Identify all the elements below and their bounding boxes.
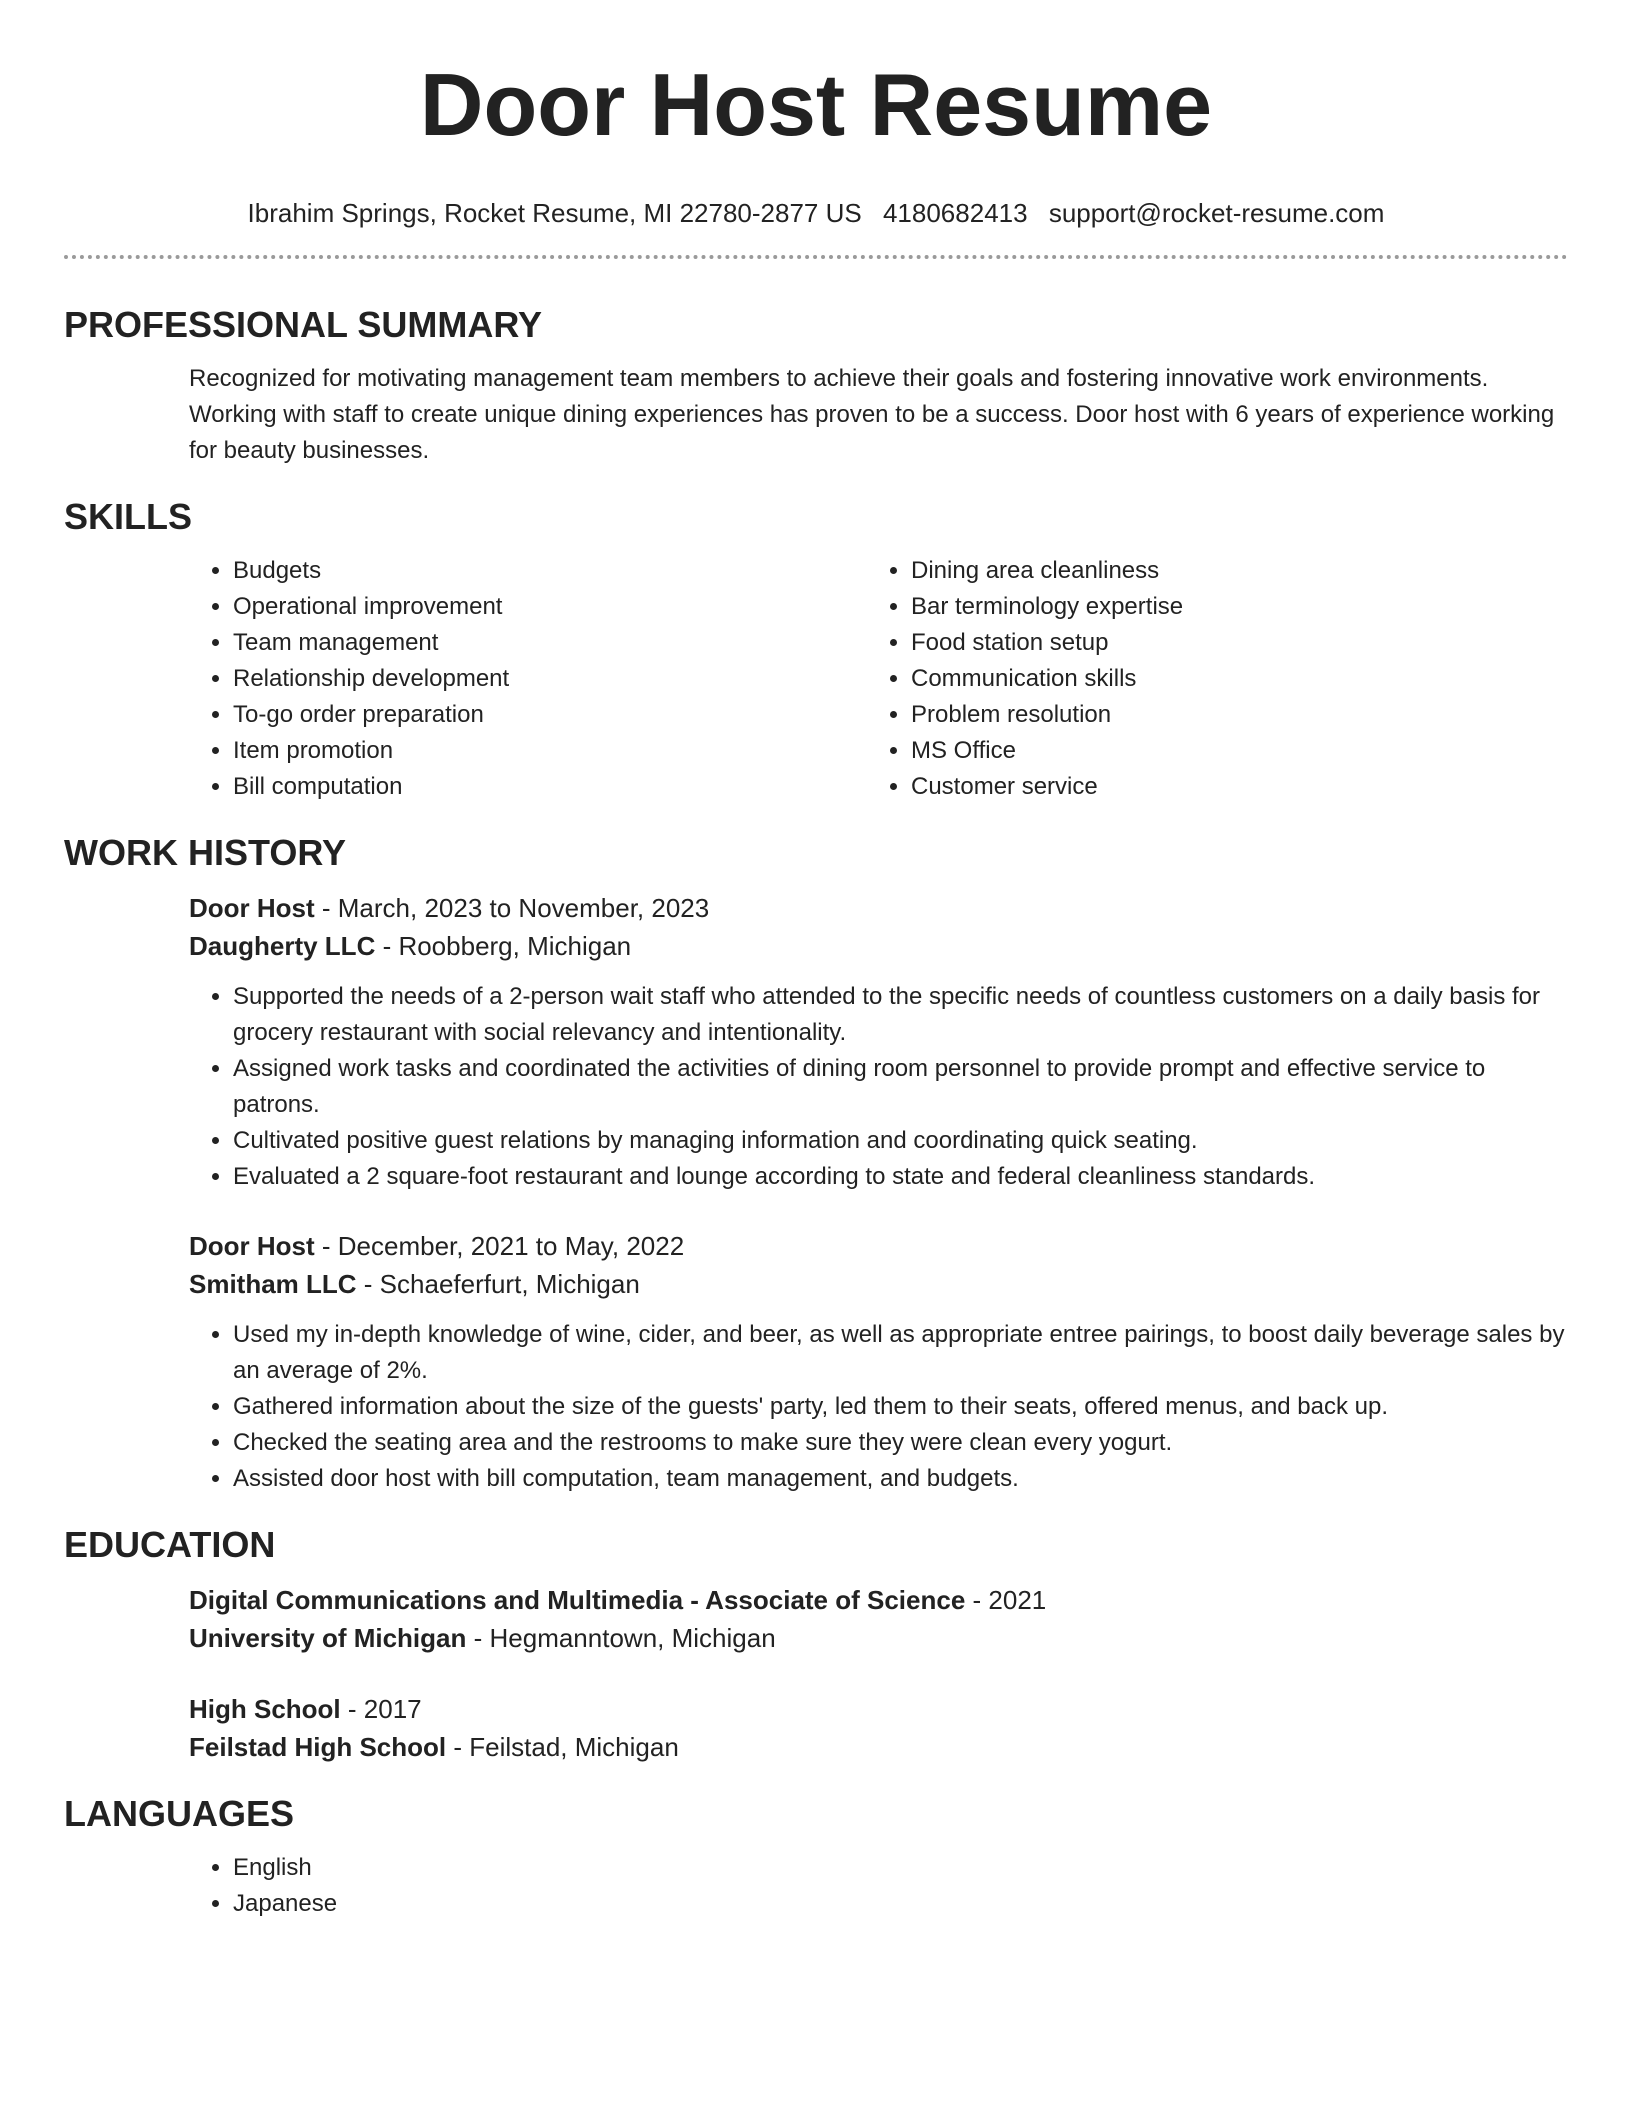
contact-line	[64, 195, 1568, 231]
job-company: Daugherty LLC	[189, 931, 376, 961]
job-title-line	[189, 1227, 1568, 1265]
languages-heading: LANGUAGES	[64, 1793, 295, 1834]
job-entry	[189, 889, 1568, 1195]
skill-item: • MS Office	[911, 733, 1545, 769]
education-year: - 2017	[340, 1694, 422, 1724]
job-bullet: • Checked the seating area and the restrooms to make sure they were clean every yogurt.	[233, 1425, 1568, 1461]
languages-list	[189, 1850, 1568, 1922]
education-entry	[189, 1690, 1568, 1766]
work-section	[64, 889, 1568, 1497]
job-bullet: • Cultivated positive guest relations by managing information and coordinating quick seating.	[233, 1123, 1568, 1159]
skill-item: • Bill computation	[233, 769, 867, 805]
job-company-line	[189, 927, 1568, 965]
summary-text: Recognized for motivating management team members to achieve their goals and fostering innovative work environments. Working with staff to create unique dining experiences has proven to be a success. Door host with 6 years of experience working for beauty businesses.	[189, 365, 1555, 464]
job-title: Door Host	[189, 893, 315, 923]
education-section	[64, 1581, 1568, 1766]
education-degree: High School	[189, 1694, 341, 1724]
job-bullets	[189, 979, 1568, 1195]
education-school-line	[189, 1619, 1568, 1657]
skill-item: • Operational improvement	[233, 589, 867, 625]
job-dates: - March, 2023 to November, 2023	[314, 893, 710, 923]
contact-phone: 4180682413	[882, 198, 1028, 228]
skill-item: • Budgets	[233, 553, 867, 589]
skill-item: • Item promotion	[233, 733, 867, 769]
education-heading: EDUCATION	[64, 1524, 276, 1565]
summary-heading: PROFESSIONAL SUMMARY	[64, 304, 543, 345]
skill-item: • Relationship development	[233, 661, 867, 697]
job-dates: - December, 2021 to May, 2022	[314, 1231, 685, 1261]
job-bullet: • Gathered information about the size of the guests' party, led them to their seats, offered menus, and back up.	[233, 1389, 1568, 1425]
job-title-line	[189, 889, 1568, 927]
education-entry	[189, 1581, 1568, 1657]
contact-email: support@rocket-resume.com	[1048, 198, 1385, 228]
skills-column-left	[189, 553, 867, 805]
job-bullet: • Supported the needs of a 2-person wait staff who attended to the specific needs of countless customers on a daily basis for grocery restaurant with social relevancy and intentionality.	[233, 979, 1568, 1051]
education-school-line	[189, 1728, 1568, 1766]
job-bullets	[189, 1317, 1568, 1497]
skill-item: • Bar terminology expertise	[911, 589, 1545, 625]
resume-title: Door Host Resume	[419, 55, 1213, 154]
skill-item: • Food station setup	[911, 625, 1545, 661]
education-location: - Feilstad, Michigan	[446, 1732, 679, 1762]
skill-item: • To-go order preparation	[233, 697, 867, 733]
languages-section	[64, 1850, 1568, 1922]
skills-grid	[189, 553, 1568, 805]
skills-section	[64, 553, 1568, 805]
job-company-line	[189, 1265, 1568, 1303]
skill-item: • Communication skills	[911, 661, 1545, 697]
language-item: • Japanese	[233, 1886, 1568, 1922]
job-bullet: • Assisted door host with bill computation, team management, and budgets.	[233, 1461, 1568, 1497]
summary-section	[64, 361, 1568, 469]
skill-item: • Customer service	[911, 769, 1545, 805]
job-bullet: • Evaluated a 2 square-foot restaurant and lounge according to state and federal cleanliness standards.	[233, 1159, 1568, 1195]
job-location: - Roobberg, Michigan	[375, 931, 632, 961]
job-company: Smitham LLC	[189, 1269, 357, 1299]
skill-item: • Dining area cleanliness	[911, 553, 1545, 589]
education-year: - 2021	[965, 1585, 1047, 1615]
header-divider	[64, 255, 1568, 259]
education-degree: Digital Communications and Multimedia - Associate of Science	[189, 1585, 966, 1615]
education-school: University of Michigan	[189, 1623, 467, 1653]
skill-item: • Problem resolution	[911, 697, 1545, 733]
education-location: - Hegmanntown, Michigan	[466, 1623, 776, 1653]
job-bullet: • Assigned work tasks and coordinated the activities of dining room personnel to provide prompt and effective service to patrons.	[233, 1051, 1568, 1123]
skills-heading: SKILLS	[64, 496, 193, 537]
skills-column-right	[867, 553, 1545, 805]
job-location: - Schaeferfurt, Michigan	[356, 1269, 640, 1299]
skill-item: • Team management	[233, 625, 867, 661]
contact-address: Ibrahim Springs, Rocket Resume, MI 22780-2877 US	[247, 198, 862, 228]
work-heading: WORK HISTORY	[64, 832, 347, 873]
education-school: Feilstad High School	[189, 1732, 447, 1762]
education-degree-line	[189, 1690, 1568, 1728]
language-item: • English	[233, 1850, 1568, 1886]
job-title: Door Host	[189, 1231, 315, 1261]
job-entry	[189, 1227, 1568, 1497]
job-bullet: • Used my in-depth knowledge of wine, cider, and beer, as well as appropriate entree pairings, to boost daily beverage sales by an average of 2%.	[233, 1317, 1568, 1389]
education-degree-line	[189, 1581, 1568, 1619]
